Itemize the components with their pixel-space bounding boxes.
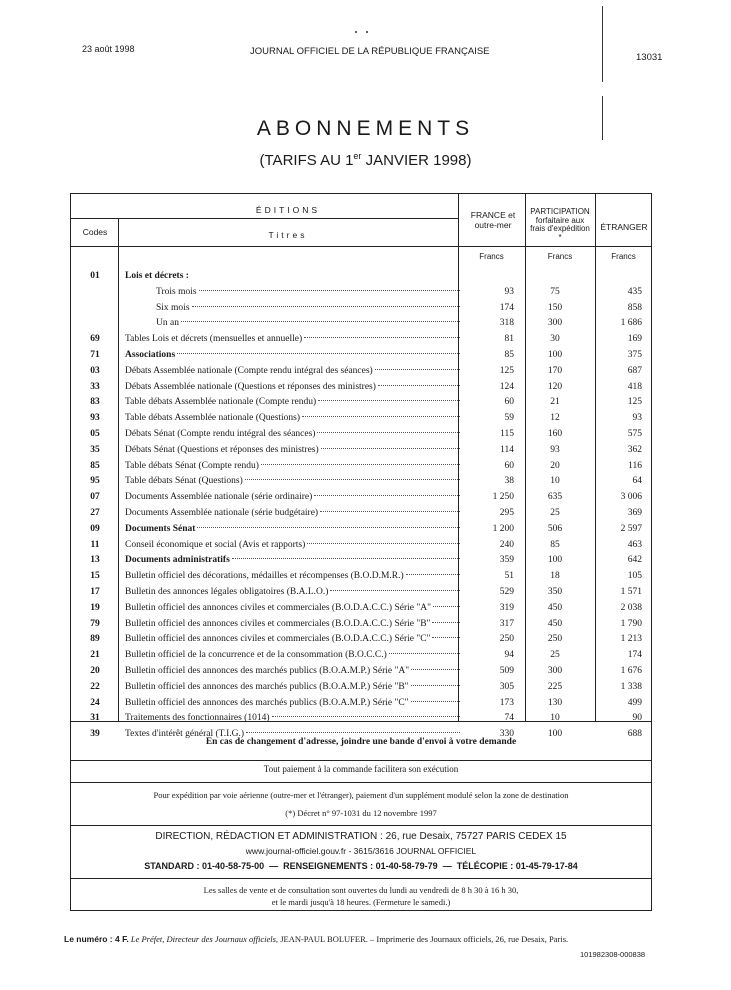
fax-number: TÉLÉCOPIE : 01-45-79-17-84 xyxy=(456,861,578,871)
row-title: Bulletin des annonces légales obligatoires (B.A.L.O.) xyxy=(125,587,462,597)
foreign-price: 369 xyxy=(627,508,642,518)
dot-leader xyxy=(245,479,460,480)
foreign-price: 64 xyxy=(632,476,642,487)
row-code: 71 xyxy=(90,350,100,360)
row-code: 01 xyxy=(90,271,100,281)
titres-header: Titres xyxy=(268,230,308,240)
row-title: Débats Assemblée nationale (Compte rendu intégral des séances) xyxy=(125,366,462,376)
row-title: Documents Sénat xyxy=(125,524,462,534)
foreign-price: 93 xyxy=(632,413,642,424)
shipping-fee: 300 xyxy=(547,318,563,329)
row-title: Bulletin officiel des annonces des marchés publics (B.O.A.M.P.) Série "C" xyxy=(125,698,462,708)
france-price: 60 xyxy=(504,460,514,471)
shipping-fee: 300 xyxy=(547,666,563,676)
page-subtitle: (TARIFS AU 1er JANVIER 1998) xyxy=(259,151,472,169)
france-price: 330 xyxy=(499,729,514,740)
foreign-price: 375 xyxy=(627,350,642,360)
shipping-fee: 130 xyxy=(547,697,563,708)
table-row xyxy=(72,540,650,555)
shipping-fee: 250 xyxy=(547,634,563,645)
dot-leader xyxy=(197,527,460,528)
row-title: Bulletin officiel des annonces des marchés publics (B.O.A.M.P.) Série "B" xyxy=(125,682,462,692)
shipping-fee: 160 xyxy=(547,429,563,439)
shipping-fee: 635 xyxy=(547,492,563,503)
dot-leader xyxy=(411,669,460,670)
shipping-fee: 30 xyxy=(550,334,560,345)
table-row xyxy=(72,287,650,302)
participation-unit: Francs xyxy=(547,252,573,261)
france-price: 319 xyxy=(499,602,514,613)
printer-info: – Imprimerie des Journaux officiels, 26, rue Desaix, Paris. xyxy=(370,934,569,944)
france-price: 295 xyxy=(499,508,514,518)
dot-leader xyxy=(330,590,460,591)
shipping-fee: 506 xyxy=(547,523,563,534)
france-price: 93 xyxy=(504,286,514,297)
dot-leader xyxy=(375,369,460,370)
issue-price: Le numéro : 4 F. xyxy=(64,934,129,944)
france-price: 250 xyxy=(499,634,514,645)
france-price: 173 xyxy=(499,697,514,708)
table-row xyxy=(72,508,650,523)
etranger-header: ÉTRANGER xyxy=(600,222,648,232)
row-code: 69 xyxy=(90,334,100,345)
row-title: Bulletin officiel des annonces civiles et commerciales (B.O.D.A.C.C.) Série "C" xyxy=(125,634,462,644)
dot-leader xyxy=(314,495,460,496)
table-row xyxy=(72,461,650,476)
row-code: 33 xyxy=(90,381,100,392)
foreign-price: 105 xyxy=(627,571,642,582)
participation-header: PARTICIPATION forfaitaire aux frais d'expédition * xyxy=(530,207,590,242)
table-row xyxy=(72,413,650,428)
row-code: 39 xyxy=(90,729,100,740)
header-rule xyxy=(70,246,652,247)
direction-address: DIRECTION, RÉDACTION ET ADMINISTRATION : 26, rue Desaix, 75727 PARIS CEDEX 15 xyxy=(155,831,567,842)
dot-leader xyxy=(389,653,460,654)
shipping-fee: 150 xyxy=(547,302,563,313)
france-price: 125 xyxy=(499,365,514,376)
france-price: 51 xyxy=(504,571,514,582)
row-title: Lois et décrets : xyxy=(125,271,189,281)
row-title: Traitements des fonctionnaires (1014) xyxy=(125,713,462,723)
note-rule xyxy=(70,825,652,826)
director-name: JEAN-PAUL BOLUFER. xyxy=(280,934,368,944)
foreign-price: 1 676 xyxy=(620,666,642,676)
shipping-fee: 120 xyxy=(547,381,563,392)
france-price: 509 xyxy=(499,666,514,676)
dot-leader xyxy=(246,732,460,733)
page-number: 13031 xyxy=(636,52,663,63)
row-code: 79 xyxy=(90,618,100,629)
dot-leader xyxy=(261,464,460,465)
table-row xyxy=(72,382,650,397)
row-title: Tables Lois et décrets (mensuelles et annuelle) xyxy=(125,334,462,344)
dot-leader xyxy=(321,448,460,449)
row-code: 13 xyxy=(90,555,100,566)
table-row xyxy=(72,397,650,412)
france-price: 317 xyxy=(499,618,514,629)
foreign-price: 858 xyxy=(627,302,642,313)
dot-leader xyxy=(411,701,460,702)
shipping-fee: 12 xyxy=(550,413,560,424)
shipping-fee: 25 xyxy=(550,508,560,518)
table-row xyxy=(72,492,650,507)
reference-number: 101982308-000838 xyxy=(580,950,646,959)
dot-leader xyxy=(320,511,460,512)
editions-header: ÉDITIONS xyxy=(255,205,321,215)
row-title: Bulletin officiel des annonces des marchés publics (B.O.A.M.P.) Série "A" xyxy=(125,666,462,676)
row-code: 19 xyxy=(90,602,100,613)
foreign-price: 1 338 xyxy=(620,681,642,692)
shipping-fee: 100 xyxy=(547,729,563,740)
france-price: 74 xyxy=(504,713,514,724)
table-row xyxy=(72,619,650,634)
table-row xyxy=(72,271,650,286)
dot-leader xyxy=(199,290,460,291)
row-code: 20 xyxy=(90,666,100,676)
foreign-price: 575 xyxy=(627,429,642,439)
dot-leader xyxy=(318,400,460,401)
foreign-price: 1 686 xyxy=(620,318,642,329)
row-title: Bulletin officiel des annonces civiles et commerciales (B.O.D.A.C.C.) Série "B" xyxy=(125,619,462,629)
row-title: Six mois xyxy=(156,303,462,313)
france-price: 38 xyxy=(504,476,514,487)
row-code: 83 xyxy=(90,397,100,408)
row-code: 05 xyxy=(90,429,100,439)
france-price: 115 xyxy=(500,429,514,439)
shipping-fee: 100 xyxy=(547,350,563,360)
address-change-note: En cas de changement d'adresse, joindre une bande d'envoi à votre demande xyxy=(205,737,517,747)
shipping-fee: 350 xyxy=(547,587,563,597)
dot-leader xyxy=(232,558,460,559)
foreign-price: 362 xyxy=(627,444,642,455)
shipping-fee: 20 xyxy=(550,460,560,471)
france-price: 60 xyxy=(504,397,514,408)
foreign-price: 116 xyxy=(628,460,642,471)
foreign-price: 125 xyxy=(627,397,642,408)
dot-leader xyxy=(317,432,460,433)
dot-leader xyxy=(433,606,460,607)
shipping-fee: 450 xyxy=(547,602,563,613)
codes-header: Codes xyxy=(82,227,108,237)
row-code: 09 xyxy=(90,523,100,534)
france-price: 318 xyxy=(499,318,514,329)
row-code: 24 xyxy=(90,697,100,708)
shipping-fee: 10 xyxy=(550,713,560,724)
shipping-fee: 18 xyxy=(550,571,560,582)
dot-leader xyxy=(177,353,460,354)
shipping-fee: 75 xyxy=(550,286,560,297)
foreign-price: 688 xyxy=(627,729,642,740)
row-code: 11 xyxy=(90,539,100,550)
shipping-fee: 25 xyxy=(550,650,560,661)
france-price: 114 xyxy=(500,444,514,455)
row-code: 95 xyxy=(90,476,100,487)
france-price: 94 xyxy=(504,650,514,661)
dot-leader xyxy=(181,321,460,322)
france-price: 359 xyxy=(499,555,514,566)
foreign-price: 499 xyxy=(627,697,642,708)
header-rule xyxy=(70,218,458,219)
row-title: Débats Sénat (Compte rendu intégral des séances) xyxy=(125,429,462,439)
header-date: 23 août 1998 xyxy=(82,44,135,54)
note-rule xyxy=(70,782,652,783)
row-title: Textes d'intérêt général (T.I.G.) xyxy=(125,729,462,739)
table-row xyxy=(72,713,650,728)
row-title: Associations xyxy=(125,350,462,360)
opening-hours-1: Les salles de vente et de consultation sont ouvertes du lundi au vendredi de 8 h 30 à 16 h 30, xyxy=(203,885,519,895)
row-code: 31 xyxy=(90,713,100,724)
france-price: 174 xyxy=(499,302,514,313)
opening-hours-2: et le mardi jusqu'à 18 heures. (Fermeture le samedi.) xyxy=(271,897,451,907)
decree-note: (*) Décret n° 97-1031 du 12 novembre 1997 xyxy=(285,808,437,818)
france-price: 529 xyxy=(499,587,514,597)
row-code: 35 xyxy=(90,444,100,455)
foreign-price: 1 571 xyxy=(620,587,642,597)
foreign-price: 90 xyxy=(632,713,642,724)
etranger-unit: Francs xyxy=(611,252,636,261)
row-title: Documents Assemblée nationale (série budgétaire) xyxy=(125,508,462,518)
foreign-price: 3 006 xyxy=(620,492,642,503)
dot-leader xyxy=(192,306,460,307)
dot-leader xyxy=(432,637,460,638)
dot-leader xyxy=(272,716,460,717)
table-row xyxy=(72,445,650,460)
prefect-title: Le Préfet, Directeur des Journaux officiels, xyxy=(130,934,279,944)
shipping-fee: 85 xyxy=(550,539,560,550)
france-unit: Francs xyxy=(479,252,504,261)
row-title: Table débats Sénat (Compte rendu) xyxy=(125,461,462,471)
row-title: Documents administratifs xyxy=(125,555,462,565)
page-title: ABONNEMENTS xyxy=(256,117,475,140)
row-code: 07 xyxy=(90,492,100,503)
foreign-price: 1 790 xyxy=(620,618,642,629)
payment-note: Tout paiement à la commande facilitera son exécution xyxy=(263,764,459,774)
dot-leader xyxy=(411,685,460,686)
row-title: Conseil économique et social (Avis et rapports) xyxy=(125,540,462,550)
france-price: 81 xyxy=(504,334,514,345)
row-code: 22 xyxy=(90,681,100,692)
table-row xyxy=(72,303,650,318)
table-row xyxy=(72,429,650,444)
row-title: Un an xyxy=(156,318,462,328)
row-code: 15 xyxy=(90,571,100,582)
row-title: Trois mois xyxy=(156,287,462,297)
shipping-fee: 450 xyxy=(547,618,563,629)
air-mail-note: Pour expédition par voie aérienne (outre-mer et l'étranger), paiement d'un supplément modulé selon la zone de destination xyxy=(153,790,569,800)
table-row xyxy=(72,476,650,491)
dot-leader xyxy=(302,416,460,417)
shipping-fee: 170 xyxy=(547,365,563,376)
row-title: Table débats Assemblée nationale (Questions) xyxy=(125,413,462,423)
table-row xyxy=(72,524,650,539)
row-code: 27 xyxy=(90,508,100,518)
scan-speck xyxy=(355,31,357,33)
table-row xyxy=(72,698,650,713)
row-code: 17 xyxy=(90,587,100,597)
foreign-price: 463 xyxy=(627,539,642,550)
row-title: Débats Assemblée nationale (Questions et réponses des ministres) xyxy=(125,382,462,392)
foreign-price: 174 xyxy=(627,650,642,661)
shipping-fee: 10 xyxy=(550,476,560,487)
row-code: 85 xyxy=(90,460,100,471)
foreign-price: 1 213 xyxy=(620,634,642,645)
dot-leader xyxy=(378,385,460,386)
footer-line xyxy=(64,934,568,944)
journal-title: JOURNAL OFFICIEL DE LA RÉPUBLIQUE FRANÇAISE xyxy=(250,46,490,57)
info-phone: RENSEIGNEMENTS : 01-40-58-79-79 xyxy=(283,861,438,871)
note-rule xyxy=(70,878,652,879)
row-title: Bulletin officiel des décorations, médailles et récompenses (B.O.D.M.R.) xyxy=(125,571,462,581)
website-line: www.journal-officiel.gouv.fr - 3615/3616 JOURNAL OFFICIEL xyxy=(245,846,477,856)
foreign-price: 642 xyxy=(627,555,642,566)
margin-rule xyxy=(602,6,603,82)
foreign-price: 687 xyxy=(627,365,642,376)
row-title: Documents Assemblée nationale (série ordinaire) xyxy=(125,492,462,502)
row-title: Débats Sénat (Questions et réponses des ministres) xyxy=(125,445,462,455)
shipping-fee: 93 xyxy=(550,444,560,455)
france-price: 59 xyxy=(504,413,514,424)
table-row xyxy=(72,682,650,697)
table-row xyxy=(72,366,650,381)
france-price: 124 xyxy=(499,381,514,392)
france-price: 1 250 xyxy=(492,492,514,503)
foreign-price: 418 xyxy=(627,381,642,392)
standard-phone: STANDARD : 01-40-58-75-00 xyxy=(144,861,265,871)
dot-leader xyxy=(432,622,460,623)
row-title: Bulletin officiel de la concurrence et de la consommation (B.O.C.C.) xyxy=(125,650,462,660)
france-price: 85 xyxy=(504,350,514,360)
france-price: 1 200 xyxy=(492,523,514,534)
table-row xyxy=(72,571,650,586)
table-row xyxy=(72,318,650,333)
table-row xyxy=(72,666,650,681)
dot-leader xyxy=(406,574,460,575)
note-rule xyxy=(70,760,652,761)
table-row xyxy=(72,650,650,665)
phone-line: STANDARD : 01-40-58-75-00 — RENSEIGNEMENTS : 01-40-58-79-79 — TÉLÉCOPIE : 01-45-79-17-84 xyxy=(144,861,578,871)
scan-speck xyxy=(366,31,368,33)
row-code: 93 xyxy=(90,413,100,424)
foreign-price: 2 038 xyxy=(620,602,642,613)
row-code: 03 xyxy=(90,365,100,376)
row-code: 21 xyxy=(90,650,100,661)
dot-leader xyxy=(307,543,460,544)
shipping-fee: 21 xyxy=(550,397,560,408)
foreign-price: 2 597 xyxy=(620,523,642,534)
table-row xyxy=(72,634,650,649)
row-title: Table débats Assemblée nationale (Compte rendu) xyxy=(125,397,462,407)
table-row xyxy=(72,603,650,618)
foreign-price: 169 xyxy=(627,334,642,345)
row-code: 89 xyxy=(90,634,100,645)
row-title: Table débats Sénat (Questions) xyxy=(125,476,462,486)
shipping-fee: 225 xyxy=(547,681,563,692)
table-row xyxy=(72,555,650,570)
shipping-fee: 100 xyxy=(547,555,563,566)
table-row xyxy=(72,334,650,349)
france-price: 240 xyxy=(499,539,514,550)
row-title: Bulletin officiel des annonces civiles et commerciales (B.O.D.A.C.C.) Série "A" xyxy=(125,603,462,613)
table-row xyxy=(72,350,650,365)
dot-leader xyxy=(304,337,460,338)
table-row xyxy=(72,587,650,602)
foreign-price: 435 xyxy=(627,286,642,297)
france-header: FRANCE et outre-mer xyxy=(470,210,516,230)
france-price: 305 xyxy=(499,681,514,692)
